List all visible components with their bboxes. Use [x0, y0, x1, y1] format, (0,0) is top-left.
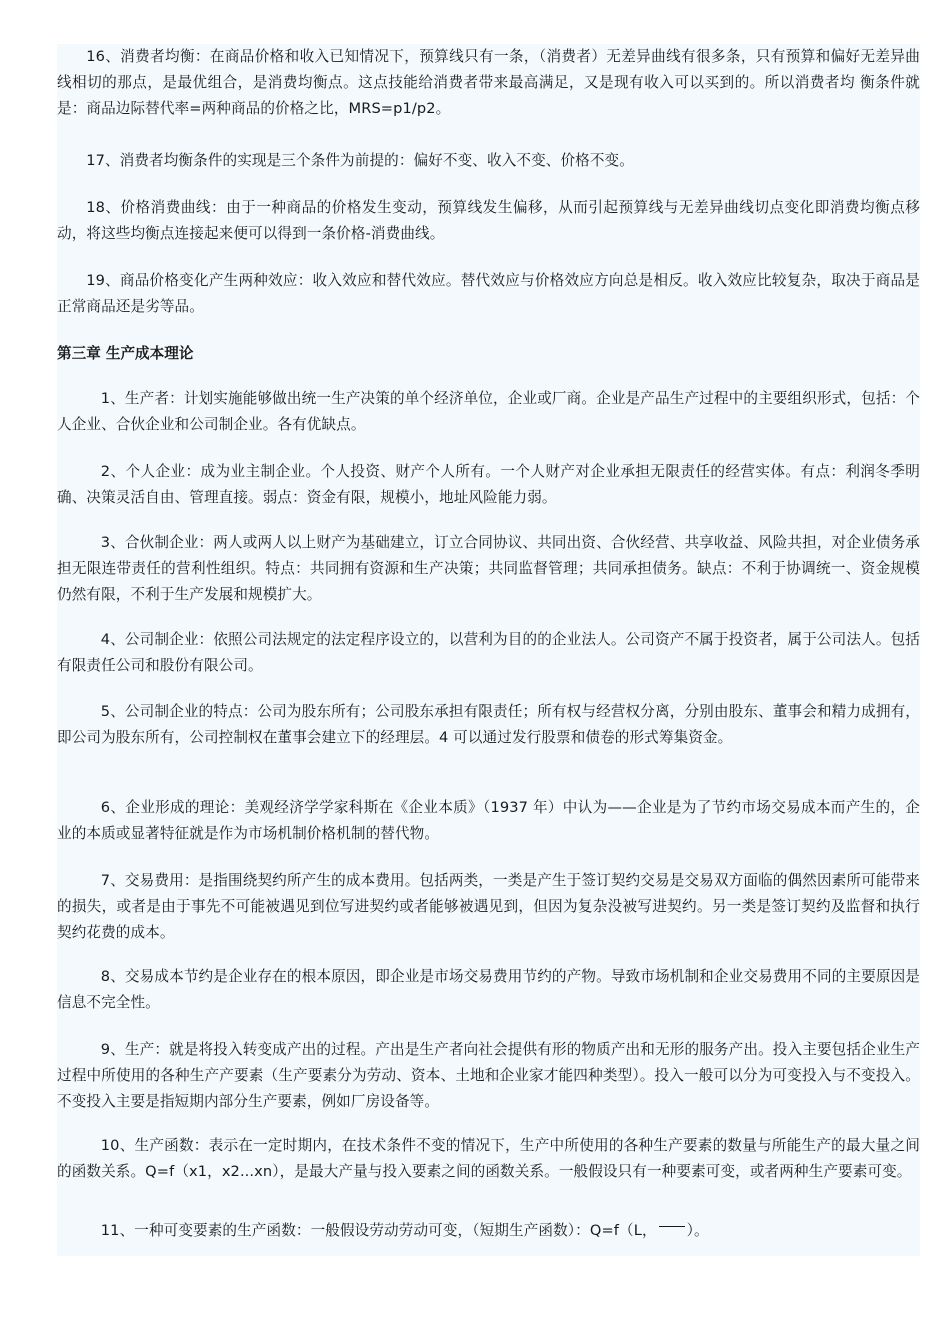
- chapter-three-heading: 第三章 生产成本理论: [57, 345, 194, 362]
- paragraph-10-production-function: 10、生产函数：表示在一定时期内，在技术条件不变的情况下，生产中所使用的各种生产要素的数量与所能生产的最大量之间的函数关系。Q=f（x1，x2...xn），是最大产量与投入要素之间的函数关系。一般假设只有一种要素可变，或者两种生产要素可变。: [57, 1137, 920, 1180]
- document-page: [57, 44, 920, 1256]
- paragraph-1-producer: 1、生产者：计划实施能够做出统一生产决策的单个经济单位，企业或厂商。企业是产品生产过程中的主要组织形式，包括：个人企业、合伙企业和公司制企业。各有优缺点。: [57, 390, 920, 433]
- paragraph-9-production: 9、生产：就是将投入转变成产出的过程。产出是生产者向社会提供有形的物质产出和无形的服务产出。投入主要包括企业生产过程中所使用的各种生产产要素（生产要素分为劳动、资本、土地和企业家才能四种类型）。投入一般可以分为可变投入与不变投入。不变投入主要是指短期内部分生产要素，例如厂房设备等。: [57, 1041, 920, 1110]
- paragraph-11-variable-input-function: [57, 1218, 920, 1244]
- paragraph-5-corporation-features: 5、公司制企业的特点：公司为股东所有；公司股东承担有限责任；所有权与经营权分离，分别由股东、董事会和精力成拥有，即公司为股东所有，公司控制权在董事会建立下的经理层。4 可以通过发行股票和债卷的形式筹集资金。: [57, 703, 920, 746]
- paragraph-2-sole-proprietorship: 2、个人企业：成为业主制企业。个人投资、财产个人所有。一个人财产对企业承担无限责任的经营实体。有点：利润冬季明确、决策灵活自由、管理直接。弱点：资金有限，规模小，地址风险能力弱。: [57, 463, 920, 506]
- paragraph-17-equilibrium-conditions: 17、消费者均衡条件的实现是三个条件为前提的：偏好不变、收入不变、价格不变。: [86, 152, 634, 169]
- paragraph-8-cost-saving: 8、交易成本节约是企业存在的根本原因，即企业是市场交易费用节约的产物。导致市场机制和企业交易费用不同的主要原因是信息不完全性。: [57, 968, 920, 1011]
- overbar-symbol: [659, 1226, 685, 1227]
- paragraph-7-transaction-costs: 7、交易费用：是指围绕契约所产生的成本费用。包括两类，一类是产生于签订契约交易是交易双方面临的偶然因素所可能带来的损失，或者是由于事先不可能被遇见到位写进契约或者能够被遇见到，但因为复杂没被写进契约。另一类是签订契约及监督和执行契约花费的成本。: [57, 872, 920, 941]
- paragraph-16-consumer-equilibrium: 16、消费者均衡：在商品价格和收入已知情况下，预算线只有一条，（消费者）无差异曲线有很多条，只有预算和偏好无差异曲线相切的那点，是最优组合，是消费均衡点。这点技能给消费者带来最高满足，又是现有收入可以买到的。所以消费者均 衡条件就是：商品边际替代率=两种商品的价格之比，MRS=p1/p2。: [57, 48, 920, 117]
- paragraph-19-price-effects: 19、商品价格变化产生两种效应：收入效应和替代效应。替代效应与价格效应方向总是相反。收入效应比较复杂，取决于商品是正常商品还是劣等品。: [57, 272, 920, 315]
- paragraph-3-partnership: 3、合伙制企业：两人或两人以上财产为基础建立，订立合同协议、共同出资、合伙经营、共享收益、风险共担，对企业债务承担无限连带责任的营利性组织。特点：共同拥有资源和生产决策；共同监督管理；共同承担债务。缺点：不利于协调统一、资金规模仍然有限，不利于生产发展和规模扩大。: [57, 534, 920, 603]
- paragraph-6-firm-theory: 6、企业形成的理论：美观经济学学家科斯在《企业本质》（1937 年）中认为——企业是为了节约市场交易成本而产生的，企业的本质或显著特征就是作为市场机制价格机制的替代物。: [57, 799, 920, 842]
- paragraph-4-corporation: 4、公司制企业：依照公司法规定的法定程序设立的，以营利为目的的企业法人。公司资产不属于投资者，属于公司法人。包括有限责任公司和股份有限公司。: [57, 631, 920, 674]
- paragraph-11-tail: ）。: [686, 1222, 709, 1239]
- paragraph-18-price-consumption-curve: 18、价格消费曲线：由于一种商品的价格发生变动，预算线发生偏移，从而引起预算线与无差异曲线切点变化即消费均衡点移动，将这些均衡点连接起来便可以得到一条价格-消费曲线。: [57, 199, 920, 242]
- paragraph-11-text: 11、一种可变要素的生产函数：一般假设劳动劳动可变，（短期生产函数）：Q=f（L，: [100, 1222, 657, 1239]
